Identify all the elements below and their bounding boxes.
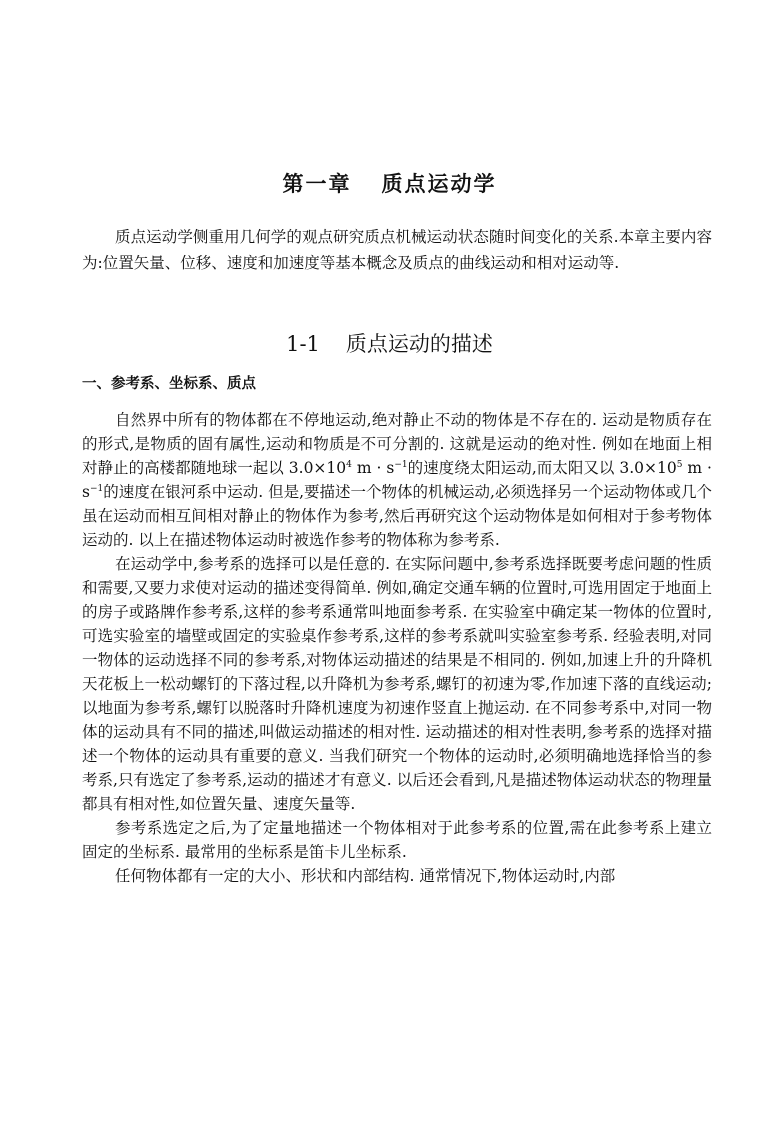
paragraph-text: m · s: [82, 459, 712, 501]
chapter-name: 质点运动学: [381, 172, 497, 196]
paragraph: 参考系选定之后,为了定量地描述一个物体相对于此参考系的位置,需在此参考系上建立固定的坐标系. 最常用的坐标系是笛卡儿坐标系.: [82, 819, 712, 861]
chapter-intro: 质点运动学侧重用几何学的观点研究质点机械运动状态随时间变化的关系.本章主要内容为:位置矢量、位移、速度和加速度等基本概念及质点的曲线运动和相对运动等.: [82, 228, 712, 272]
paragraph-text: 的速度在银河系中运动. 但是,要描述一个物体的机械运动,必须选择另一个运动物体或几个虽在运动而相互间相对静止的物体作为参考,然后再研究这个运动物体是如何相对于参考物体运动的. 以上在描述物体运动时被选作参考的物体称为参考系.: [82, 483, 712, 549]
paragraph-text: 自然界中所有的物体都在不停地运动,绝对静止不动的物体是不存在的. 运动是物质存在的形式,是物质的固有属性,运动和物质是不可分割的. 这就是运动的绝对性. 例如在地面上相对静止的高楼都随地球一起以 3.0×10: [82, 411, 712, 477]
chapter-number: 第一章: [282, 172, 352, 196]
paragraph: 任何物体都有一定的大小、形状和内部结构. 通常情况下,物体运动时,内部: [115, 867, 616, 885]
exponent: 4: [346, 459, 352, 470]
body-text: [82, 408, 712, 888]
subsection-heading: 一、参考系、坐标系、质点: [82, 376, 256, 392]
paragraph-text: m · s: [351, 459, 395, 477]
chapter-title: [0, 168, 779, 198]
section-name: 质点运动的描述: [345, 332, 493, 356]
paragraph: 在运动学中,参考系的选择可以是任意的. 在实际问题中,参考系选择既要考虑问题的性质和需要,又要力求使对运动的描述变得简单. 例如,确定交通车辆的位置时,可选用固定于地面上的房子或路牌作参考系,这样的参考系通常叫地面参考系. 在实验室中确定某一物体的位置时,可选实验室的墙壁或固定的实验桌作参考系,这样的参考系就叫实验室参考系. 经验表明,对同一物体的运动选择不同的参考系,对物体运动描述的结果是不相同的. 例如,加速上升的升降机天花板上一松动螺钉的下落过程,以升降机为参考系,螺钉的初速为零,作加速下落的直线运动;以地面为参考系,螺钉以脱落时升降机速度为初速作竖直上抛运动. 在不同参考系中,对同一物体的运动具有不同的描述,叫做运动描述的相对性. 运动描述的相对性表明,参考系的选择对描述一个物体的运动具有重要的意义. 当我们研究一个物体的运动时,必须明确地选择恰当的参考系,只有选定了参考系,运动的描述才有意义. 以后还会看到,凡是描述物体运动状态的物理量都具有相对性,如位置矢量、速度矢量等.: [82, 555, 712, 813]
exponent: −1: [89, 483, 104, 494]
exponent: −1: [394, 459, 408, 470]
paragraph: [82, 408, 712, 552]
paragraph-text: 的速度绕太阳运动,而太阳又以 3.0×10: [407, 459, 677, 477]
section-title: [0, 328, 779, 358]
section-number: 1-1: [286, 332, 320, 356]
exponent: 5: [676, 459, 683, 470]
